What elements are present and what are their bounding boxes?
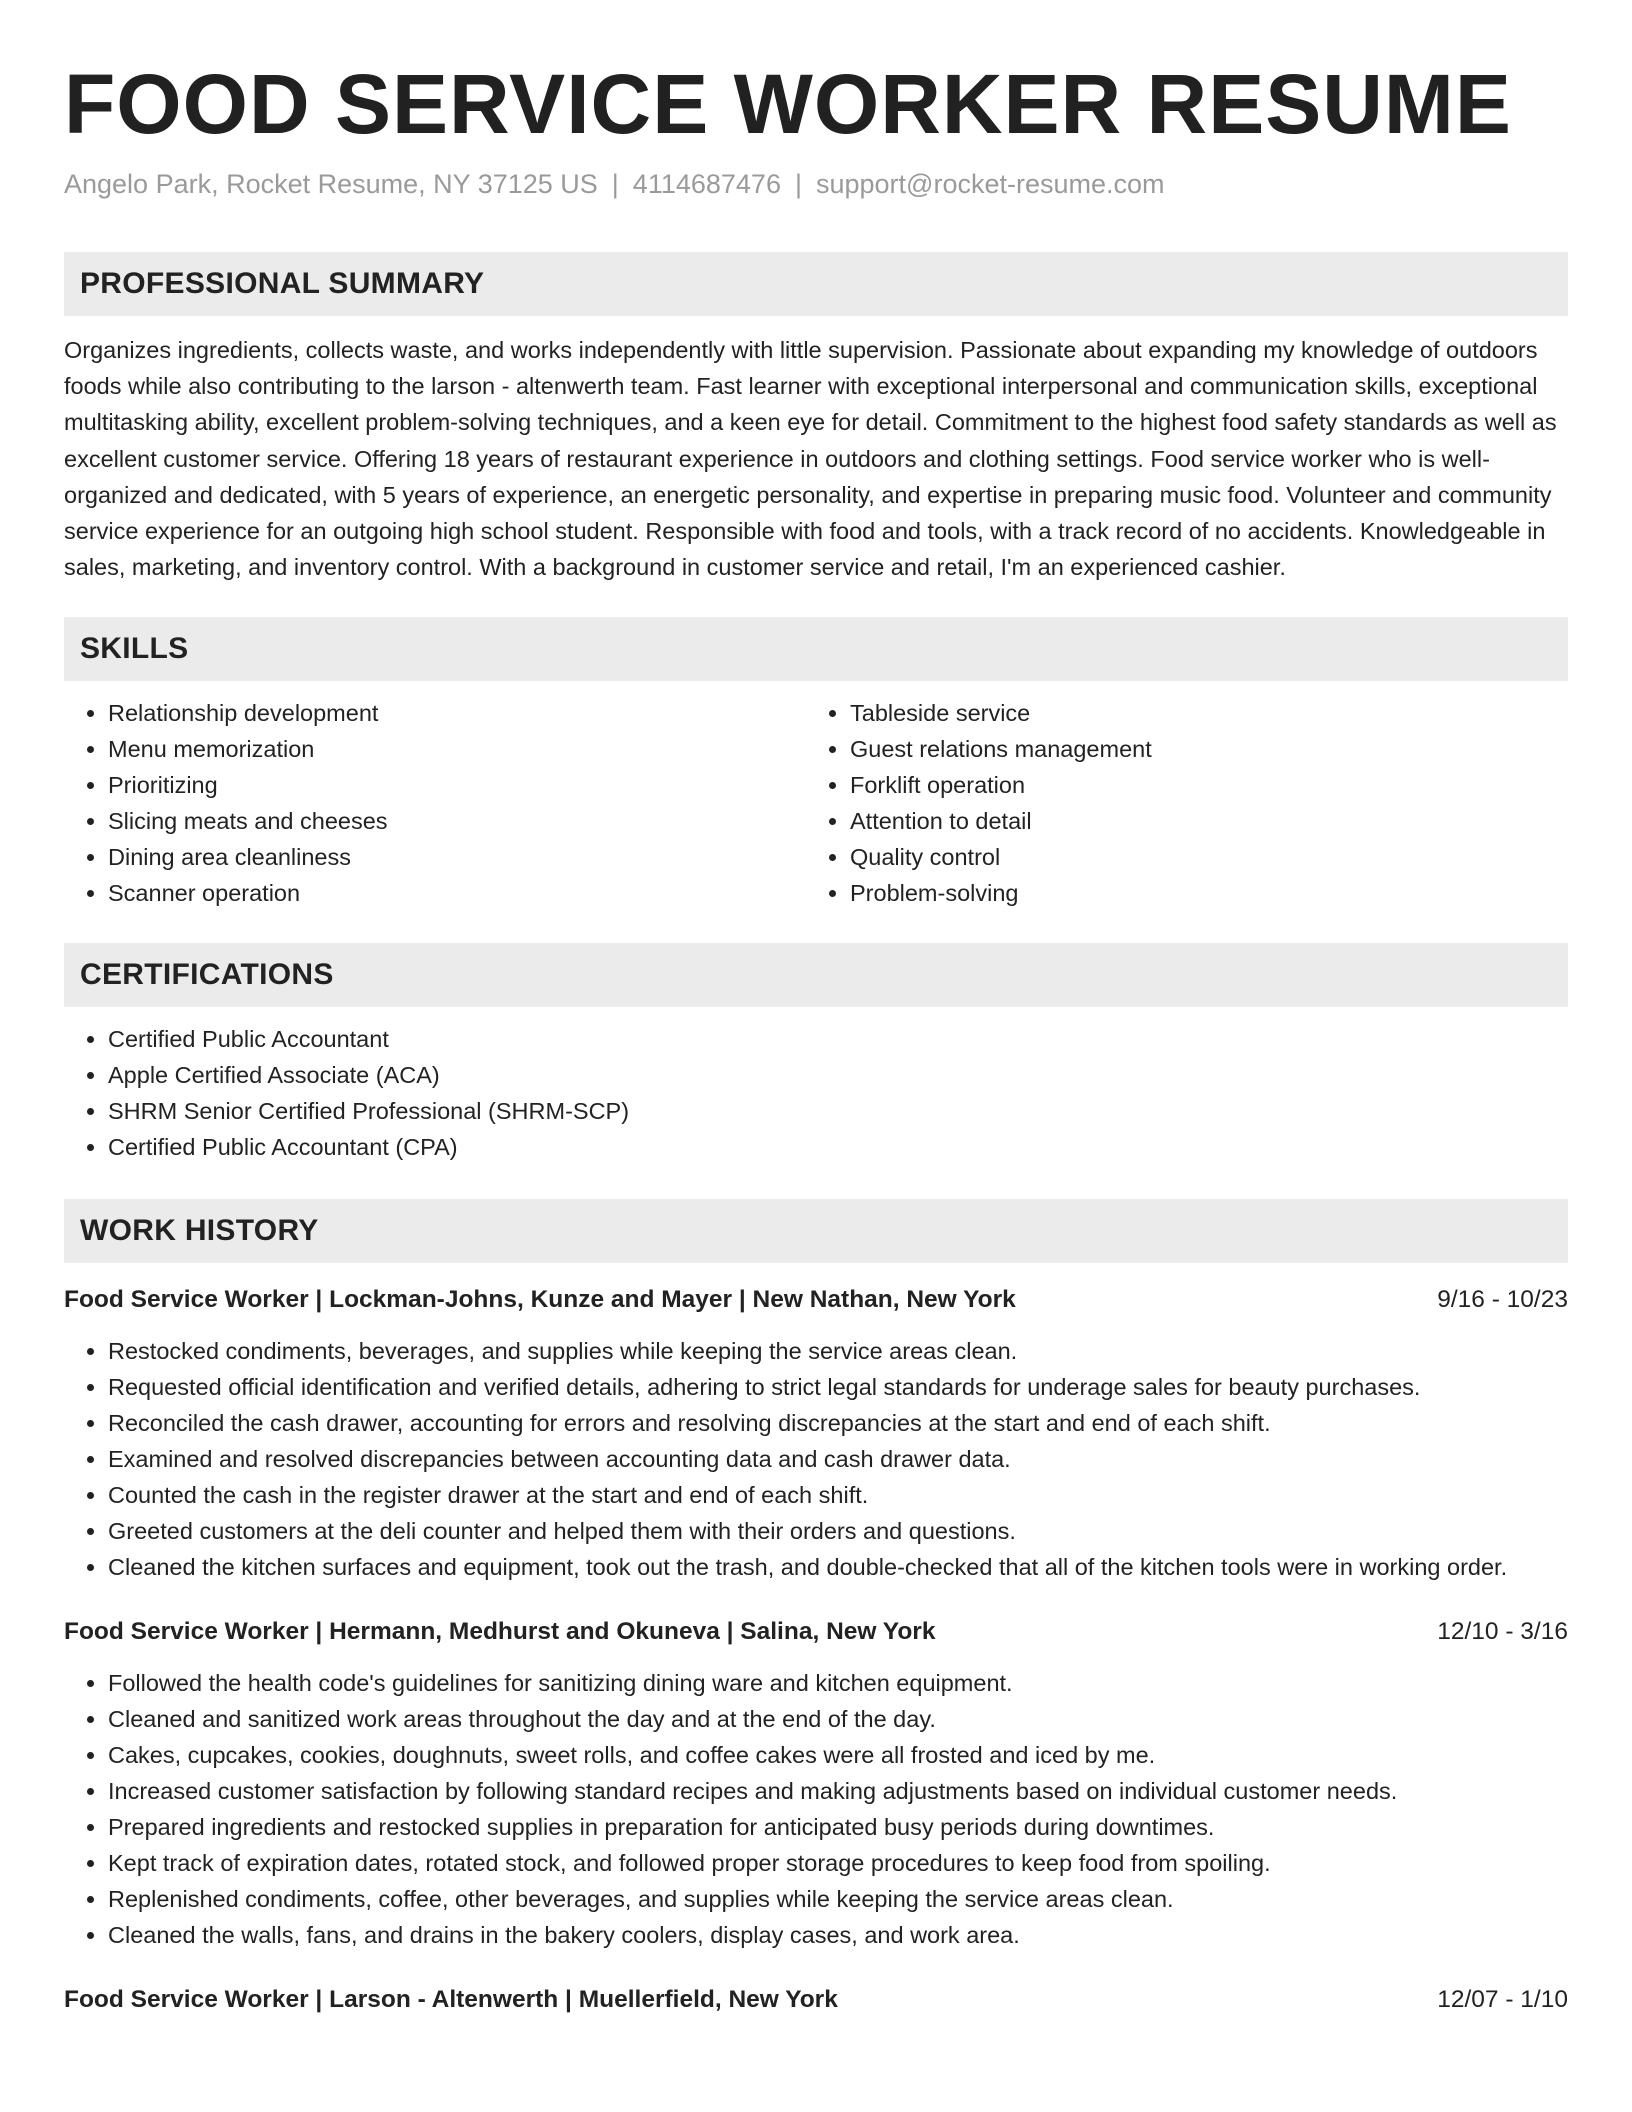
skill-item: • Tableside service	[850, 695, 1548, 731]
job-title: Food Service Worker | Larson - Altenwerth | Muellerfield, New York	[64, 1986, 838, 2014]
job-duty: • Reconciled the cash drawer, accounting for errors and resolving discrepancies at the start and end of each shift.	[108, 1405, 1568, 1441]
job-header	[64, 1283, 1568, 1317]
summary-section-header	[64, 252, 1568, 316]
job-duty: • Cleaned the walls, fans, and drains in the bakery coolers, display cases, and work area.	[108, 1917, 1568, 1953]
skill-item: • Scanner operation	[108, 875, 806, 911]
resume-page	[64, 0, 1568, 2017]
job-duty: • Followed the health code's guidelines for sanitizing dining ware and kitchen equipment.	[108, 1665, 1568, 1701]
skill-item: • Attention to detail	[850, 803, 1548, 839]
certification-item: • Apple Certified Associate (ACA)	[108, 1057, 1568, 1093]
resume-title: FOOD SERVICE WORKER RESUME	[64, 57, 1512, 151]
job-entry	[64, 1283, 1568, 1585]
job-duties	[64, 1665, 1568, 1953]
certification-item: • Certified Public Accountant (CPA)	[108, 1129, 1568, 1165]
contact-email: support@rocket-resume.com	[815, 169, 1165, 199]
work-history-section-header	[64, 1199, 1568, 1263]
skills-heading: SKILLS	[80, 632, 189, 666]
job-duty: • Examined and resolved discrepancies between accounting data and cash drawer data.	[108, 1441, 1568, 1477]
certifications-list	[64, 1021, 1568, 1165]
skill-item: • Slicing meats and cheeses	[108, 803, 806, 839]
job-duty: • Prepared ingredients and restocked supplies in preparation for anticipated busy periods during downtimes.	[108, 1809, 1568, 1845]
skills-list-right	[806, 695, 1548, 911]
skill-item: • Guest relations management	[850, 731, 1548, 767]
contact-separator: |	[611, 169, 619, 199]
job-header	[64, 1983, 1568, 2017]
certifications-section-header	[64, 943, 1568, 1007]
certification-item: • Certified Public Accountant	[108, 1021, 1568, 1057]
certifications-bullets	[64, 1021, 1568, 1165]
job-duty: • Cleaned and sanitized work areas throughout the day and at the end of the day.	[108, 1701, 1568, 1737]
job-header	[64, 1615, 1568, 1649]
job-entry	[64, 1615, 1568, 1953]
skills-column-right	[806, 695, 1548, 911]
job-duty: • Counted the cash in the register drawer at the start and end of each shift.	[108, 1477, 1568, 1513]
skills-column-left	[64, 695, 806, 911]
skill-item: • Forklift operation	[850, 767, 1548, 803]
skill-item: • Menu memorization	[108, 731, 806, 767]
certification-item: • SHRM Senior Certified Professional (SHRM-SCP)	[108, 1093, 1568, 1129]
skills-section-header	[64, 617, 1568, 681]
job-duty: • Increased customer satisfaction by following standard recipes and making adjustments based on individual customer needs.	[108, 1773, 1568, 1809]
job-duty: • Kept track of expiration dates, rotated stock, and followed proper storage procedures to keep food from spoiling.	[108, 1845, 1568, 1881]
job-duty: • Cakes, cupcakes, cookies, doughnuts, sweet rolls, and coffee cakes were all frosted and iced by me.	[108, 1737, 1568, 1773]
job-dates: 9/16 - 10/23	[1437, 1286, 1568, 1314]
job-dates: 12/07 - 1/10	[1437, 1986, 1568, 2014]
skill-item: • Prioritizing	[108, 767, 806, 803]
certifications-heading: CERTIFICATIONS	[80, 958, 334, 992]
job-duty: • Greeted customers at the deli counter and helped them with their orders and questions.	[108, 1513, 1568, 1549]
skill-item: • Relationship development	[108, 695, 806, 731]
job-duty: • Restocked condiments, beverages, and supplies while keeping the service areas clean.	[108, 1333, 1568, 1369]
contact-phone: 4114687476	[632, 169, 781, 199]
job-duty: • Cleaned the kitchen surfaces and equipment, took out the trash, and double-checked that all of the kitchen tools were in working order.	[108, 1549, 1568, 1585]
job-title: Food Service Worker | Hermann, Medhurst and Okuneva | Salina, New York	[64, 1618, 936, 1646]
skills-grid	[64, 695, 1568, 911]
job-entry	[64, 1983, 1568, 2017]
skills-list-left	[64, 695, 806, 911]
summary-heading: PROFESSIONAL SUMMARY	[80, 267, 485, 300]
contact-separator: |	[794, 169, 802, 199]
contact-line	[64, 166, 1568, 202]
job-dates: 12/10 - 3/16	[1437, 1618, 1568, 1646]
summary-text: Organizes ingredients, collects waste, and works independently with little supervision. Passionate about expanding my knowledge of outdoors foods while also contributing to the larson - altenwerth team. Fast learner with exceptional interpersonal and communication skills, exceptional multitasking ability, excellent problem-solving techniques, and a keen eye for detail. Commitment to the highest food safety standards as well as excellent customer service. Offering 18 years of restaurant experience in outdoors and clothing settings. Food service worker who is well-organized and dedicated, with 5 years of experience, an energetic personality, and expertise in preparing music food. Volunteer and community service experience for an outgoing high school student. Responsible with food and tools, with a track record of no accidents. Knowledgeable in sales, marketing, and inventory control. With a background in customer service and retail, I'm an experienced cashier.	[64, 337, 1557, 581]
skill-item: • Dining area cleanliness	[108, 839, 806, 875]
job-duty: • Replenished condiments, coffee, other beverages, and supplies while keeping the service areas clean.	[108, 1881, 1568, 1917]
skill-item: • Problem-solving	[850, 875, 1548, 911]
job-duty: • Requested official identification and verified details, adhering to strict legal standards for underage sales for beauty purchases.	[108, 1369, 1568, 1405]
job-title: Food Service Worker | Lockman-Johns, Kunze and Mayer | New Nathan, New York	[64, 1286, 1016, 1314]
contact-address: Angelo Park, Rocket Resume, NY 37125 US	[64, 169, 598, 199]
work-history-heading: WORK HISTORY	[80, 1214, 319, 1248]
job-duties	[64, 1333, 1568, 1585]
skill-item: • Quality control	[850, 839, 1548, 875]
